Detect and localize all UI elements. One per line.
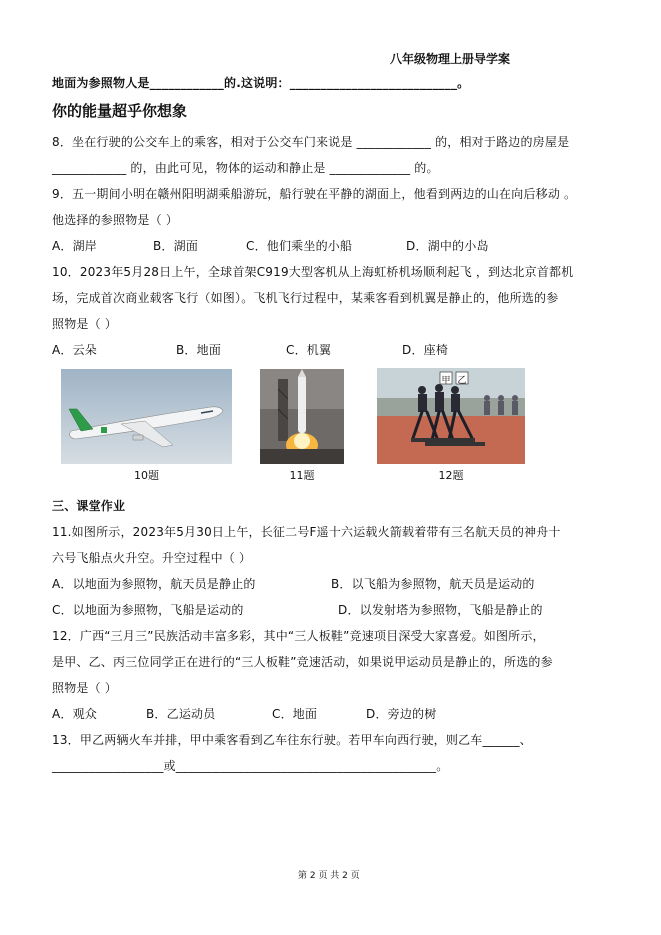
question-7-continuation: 地面为参照物人是____________的.这说明：___________________________。 <box>52 76 470 90</box>
rocket-launch-photo <box>260 369 344 464</box>
question-10-option-b: B．地面 <box>176 343 222 357</box>
question-10-line-1: 10．2023年5月28日上午，全球首架C919大型客机从上海虹桥机场顺利起飞 ，到达北京首都机 <box>52 265 574 279</box>
question-13-line-2: __________________或__________________________________________。 <box>52 759 449 773</box>
question-10-line-3: 照物是（ ） <box>52 317 118 331</box>
question-10-option-d: D．座椅 <box>402 343 449 357</box>
question-9-option-a: A．湖岸 <box>52 239 98 253</box>
question-11-line-1: 11.如图所示，2023年5月30日上午，长征二号F遥十六运载火箭载着带有三名航天员的神舟十 <box>52 525 561 539</box>
question-12-line-2: 是甲、乙、丙三位同学正在进行的“三人板鞋”竞速活动，如果说甲运动员是静止的，所选的参 <box>52 655 553 669</box>
question-11-option-a: A．以地面为参照物，航天员是静止的 <box>52 577 256 591</box>
question-12-option-b: B．乙运动员 <box>146 707 216 721</box>
question-8-line-2: ____________ 的，由此可见，物体的运动和静止是 _____________ 的。 <box>52 161 439 175</box>
question-10-line-2: 场，完成首次商业载客飞行（如图）。飞机飞行过程中，某乘客看到机翼是静止的，他所选的参 <box>52 291 559 305</box>
question-11-option-c: C．以地面为参照物，飞船是运动的 <box>52 603 244 617</box>
question-12-option-d: D．旁边的树 <box>366 707 437 721</box>
page-number: 第 2 页 共 2 页 <box>298 871 360 881</box>
question-12-option-c: C．地面 <box>272 707 318 721</box>
question-12-line-3: 照物是（ ） <box>52 681 118 695</box>
question-11-option-d: D．以发射塔为参照物，飞船是静止的 <box>338 603 543 617</box>
question-8-line-1: 8．坐在行驶的公交车上的乘客，相对于公交车门来说是 ____________ 的，相对于路边的房屋是 <box>52 135 570 149</box>
airplane-photo <box>61 369 232 464</box>
question-9-option-d: D．湖中的小岛 <box>406 239 489 253</box>
figure-10-caption: 10题 <box>134 469 159 482</box>
question-9-option-c: C．他们乘坐的小船 <box>246 239 353 253</box>
question-9-option-b: B．湖面 <box>153 239 199 253</box>
three-legged-race-photo <box>377 368 525 464</box>
figure-label-jia: 甲 <box>441 376 451 386</box>
question-10-option-c: C．机翼 <box>286 343 332 357</box>
question-11-option-b: B．以飞船为参照物，航天员是运动的 <box>331 577 535 591</box>
question-11-line-2: 六号飞船点火升空。升空过程中（ ） <box>52 551 252 565</box>
question-9-line-2: 他选择的参照物是（ ） <box>52 213 179 227</box>
question-13-line-1: 13．甲乙两辆火车并排，甲中乘客看到乙车往东行驶。若甲车向西行驶，则乙车______、 <box>52 733 532 747</box>
question-12-option-a: A．观众 <box>52 707 98 721</box>
section-3-title: 三、课堂作业 <box>52 499 126 513</box>
section-title: 你的能量超乎你想象 <box>52 102 188 120</box>
question-9-line-1: 9．五一期间小明在赣州阳明湖乘船游玩，船行驶在平静的湖面上，他看到两边的山在向后移动 。 <box>52 187 577 201</box>
figure-12-caption: 12题 <box>438 469 464 482</box>
document-header-title: 八年级物理上册导学案 <box>390 52 511 66</box>
figure-label-yi: 乙 <box>457 376 467 386</box>
figure-11-caption: 11题 <box>289 469 315 482</box>
question-10-option-a: A．云朵 <box>52 343 98 357</box>
question-12-line-1: 12．广西“三月三”民族活动丰富多彩，其中“三人板鞋”竞速项目深受大家喜爱。如图所示， <box>52 629 545 643</box>
